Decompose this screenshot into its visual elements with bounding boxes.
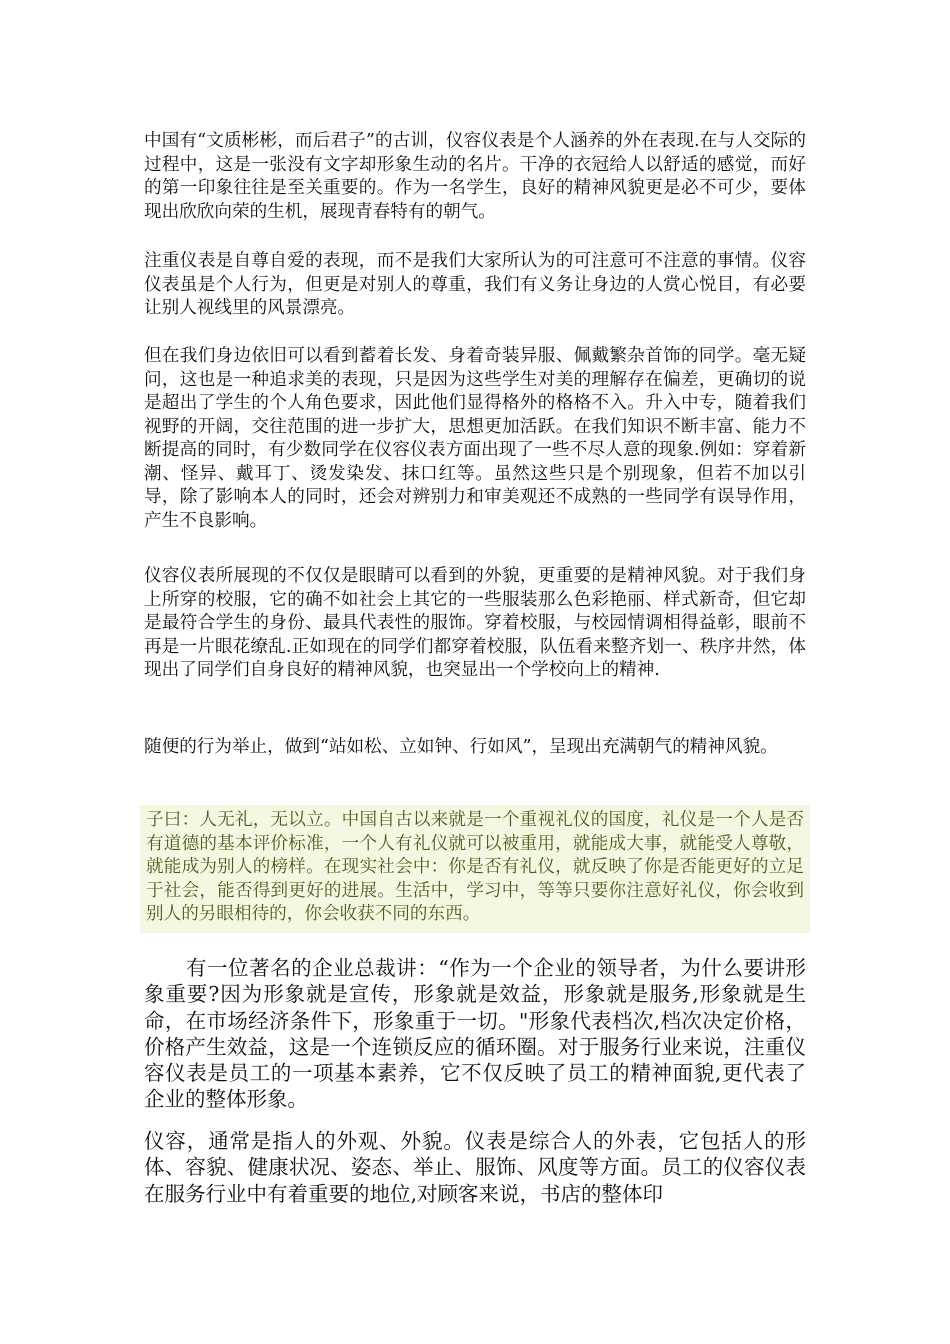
paragraph-etiquette-intro: 中国有“文质彬彬，而后君子”的古训，仪容仪表是个人涵养的外在表现.在与人交际的过程中，这是一张没有文字却形象生动的名片。干净的衣冠给人以舒适的感觉，而好的第一印象往往是至关重要的。作为一名学生，良好的精神风貌更是必不可少，要体现出欣欣向荣的生机，展现青春特有的朝气。 (144, 131, 806, 222)
paragraph-student-phenomena: 但在我们身边依旧可以看到蓄着长发、身着奇装异服、佩戴繁杂首饰的同学。毫无疑问，这也是一种追求美的表现，只是因为这些学生对美的理解存在偏差，更确切的说是超出了学生的个人角色要求，因此他们显得格外的格格不入。升入中专，随着我们视野的开阔，交往范围的进一步扩大，思想更加活跃。在我们知识不断丰富、能力不断提高的同时，有少数同学在仪容仪表方面出现了一些不尽人意的现象.例如：穿着新潮、怪异、戴耳丁、烫发染发、抹口红等。虽然这些只是个别现象，但若不加以引导，除了影响本人的同时，还会对辨别力和审美观还不成熟的一些同学有误导作用，产生不良影响。 (144, 346, 806, 531)
paragraph-appearance-definition: 仪容，通常是指人的外观、外貌。仪表是综合人的外表，它包括人的形体、容貌、健康状况、姿态、举止、服饰、风度等方面。员工的仪容仪表在服务行业中有着重要的地位,对顾客来说，书店的整体印 (144, 1129, 806, 1206)
paragraph-school-uniform: 仪容仪表所展现的不仅仅是眼睛可以看到的外貌，更重要的是精神风貌。对于我们身上所穿的校服，它的确不如社会上其它的一些服装那么色彩艳丽、样式新奇，但它却是最符合学生的身份、最具代表性的服饰。穿着校服，与校园情调相得益彰，眼前不再是一片眼花缭乱.正如现在的同学们都穿着校服，队伍看来整齐划一、秩序井然，体现出了同学们自身良好的精神风貌，也突显出一个学校向上的精神. (144, 566, 806, 680)
paragraph-highlighted-quote: 子曰：人无礼，无以立。中国自古以来就是一个重视礼仪的国度，礼仪是一个人是否有道德的基本评价标准，一个人有礼仪就可以被重用，就能成大事，就能受人尊敬，就能成为别人的榜样。在现实社会中：你是否有礼仪，就反映了你是否能更好的立足于社会，能否得到更好的进展。生活中，学习中，等等只要你注意好礼仪，你会收到别人的另眼相待的，你会收获不同的东西。 (140, 805, 810, 933)
paragraph-behavior: 随便的行为举止，做到“站如松、立如钟、行如风”，呈现出充满朝气的精神风貌。 (144, 737, 778, 757)
paragraph-self-respect: 注重仪表是自尊自爱的表现，而不是我们大家所认为的可注意可不注意的事情。仪容仪表虽是个人行为，但更是对别人的尊重，我们有义务让身边的人赏心悦目，有必要让别人视线里的风景漂亮。 (144, 251, 806, 318)
paragraph-corporate-image: 有一位著名的企业总裁讲：“作为一个企业的领导者，为什么要讲形象重要?因为形象就是宣传，形象就是效益，形象就是服务,形象就是生命，在市场经济条件下，形象重于一切。"形象代表档次,档次决定价格，价格产生效益，这是一个连锁反应的循环圈。对于服务行业来说，注重仪容仪表是员工的一项基本素养，它不仅反映了员工的精神面貌,更代表了企业的整体形象。 (144, 956, 806, 1112)
